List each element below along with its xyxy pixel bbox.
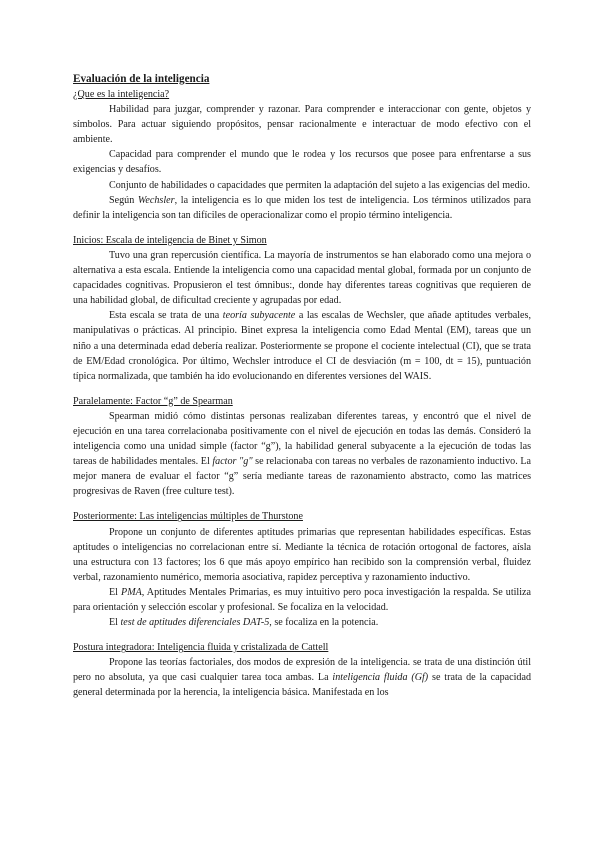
paragraph — [73, 585, 531, 615]
paragraph: Propone un conjunto de diferentes aptitudes primarias que representan habilidades específicas. Estas aptitudes o inteligencias no correlacionan entre sí. Mediante la técnica de rotación ortogonal de factores, aísla una estructura con 13 factores; los 6 que más apoyo empírico han recibido son la comprensión verbal, fluidez verbal, razonamiento numérico, memoria asociativa, rapidez perceptiva y razonamiento inductivo. — [73, 526, 531, 583]
paragraph — [73, 409, 531, 500]
text-run: Spearman midió cómo distintas personas realizaban diferentes tareas, y encontró que el nivel de ejecución en una tarea correlacionaba positivamente con el nivel de ejecución en todas las demás. Consideró la inteligencia como una unidad simple (factor “g”), la habilidad general subyacente a la ejecución de todas las tareas de habilidades mentales. El — [73, 410, 531, 468]
paragraph — [73, 193, 531, 223]
text-run: se relacionaba con tareas no verbales de razonamiento inductivo. La mejor manera de evaluar el factor “g” sería mediante tareas de razonamiento abstracto, como las matrices progresivas de Raven (free culture test). — [73, 456, 531, 498]
section-heading-cattell: Postura integradora: Inteligencia fluida y cristalizada de Cattell — [73, 642, 329, 654]
paragraph: Capacidad para comprender el mundo que le rodea y los recursos que posee para enfrentarse a sus exigencias y desafíos. — [73, 149, 531, 176]
document-page — [73, 72, 531, 701]
emphasis: PMA — [121, 586, 142, 598]
paragraph: Conjunto de habilidades o capacidades que permiten la adaptación del sujeto a las exigencias del medio. — [109, 179, 530, 191]
emphasis: teoría subyacente — [222, 310, 296, 322]
section-heading-binet: Inicios: Escala de inteligencia de Binet y Simon — [73, 234, 267, 246]
emphasis: inteligencia fluida (Gf) — [332, 672, 429, 684]
section-heading-thurstone: Posteriormente: Las inteligencias múltiples de Thurstone — [73, 511, 303, 523]
paragraph — [73, 655, 531, 700]
text-run: Según — [109, 194, 138, 206]
paragraph — [73, 308, 531, 383]
text-run: El — [109, 586, 122, 598]
text-run: Esta escala se trata de una — [109, 310, 223, 322]
paragraph: Habilidad para juzgar, comprender y razonar. Para comprender e interaccionar con gente, objetos y símbolos. Para actuar siguiendo propósitos, pensar racionalmente e interactuar de modo efectivo con el ambiente. — [73, 104, 531, 146]
paragraph — [73, 615, 531, 630]
text-run: , se focaliza en la potencia. — [269, 617, 379, 629]
text-run: Propone las teorías factoriales, dos modos de expresión de la inteligencia. se trata de una distinción útil pero no absoluta, ya que casi cualquier tarea toca ambas. La — [73, 657, 531, 684]
document-title: Evaluación de la inteligencia — [73, 73, 210, 85]
text-run: , la inteligencia es lo que miden los test de inteligencia. Los términos utilizados para definir la inteligencia son tan difíciles de operacionalizar como el propio término inteligencia. — [73, 194, 531, 221]
emphasis: factor "g" — [212, 456, 253, 468]
section-heading-spearman: Paralelamente: Factor “g” de Spearman — [73, 395, 233, 407]
section-heading-que-es: ¿Que es la inteligencia? — [73, 89, 170, 100]
text-run: El — [109, 617, 121, 629]
text-run: , Aptitudes Mentales Primarias, es muy intuitivo pero poca investigación la respalda. Se utiliza para orientación y selección escolar y profesional. Se focaliza en la velocidad. — [73, 586, 531, 613]
text-run: se trata de la capacidad general determinada por la herencia, la inteligencia básica. Manifestada en los — [73, 672, 531, 699]
emphasis: test de aptitudes diferenciales DAT-5 — [120, 617, 270, 629]
text-run: a las escalas de Wechsler, que añade aptitudes verbales, manipulativas o prácticas. Al principio. Binet expresa la inteligencia como Edad Mental (EM), tareas que un niño a una determinada edad debería realizar. Posteriormente se propone el cociente intelectual (CI), que se trata de EM/Edad cronológica. Por último, Wechsler introduce el CI de desviación (m = 100, dt = 15), puntuación típica normalizada, que también ha ido evolucionando en diferentes versiones del WAIS. — [73, 310, 531, 382]
paragraph: Tuvo una gran repercusión científica. La mayoría de instrumentos se han elaborado como una mejora o alternativa a esta escala. Entiende la inteligencia como una capacidad mental global, formada por un conjunto de capacidades cognitivas. Propusieron el test ómnibus:, donde hay diferentes tareas cognitivas que requieren de una habilidad global, de dificultad creciente y agrupadas por edad. — [73, 249, 531, 307]
emphasis: Wechsler — [137, 194, 175, 206]
